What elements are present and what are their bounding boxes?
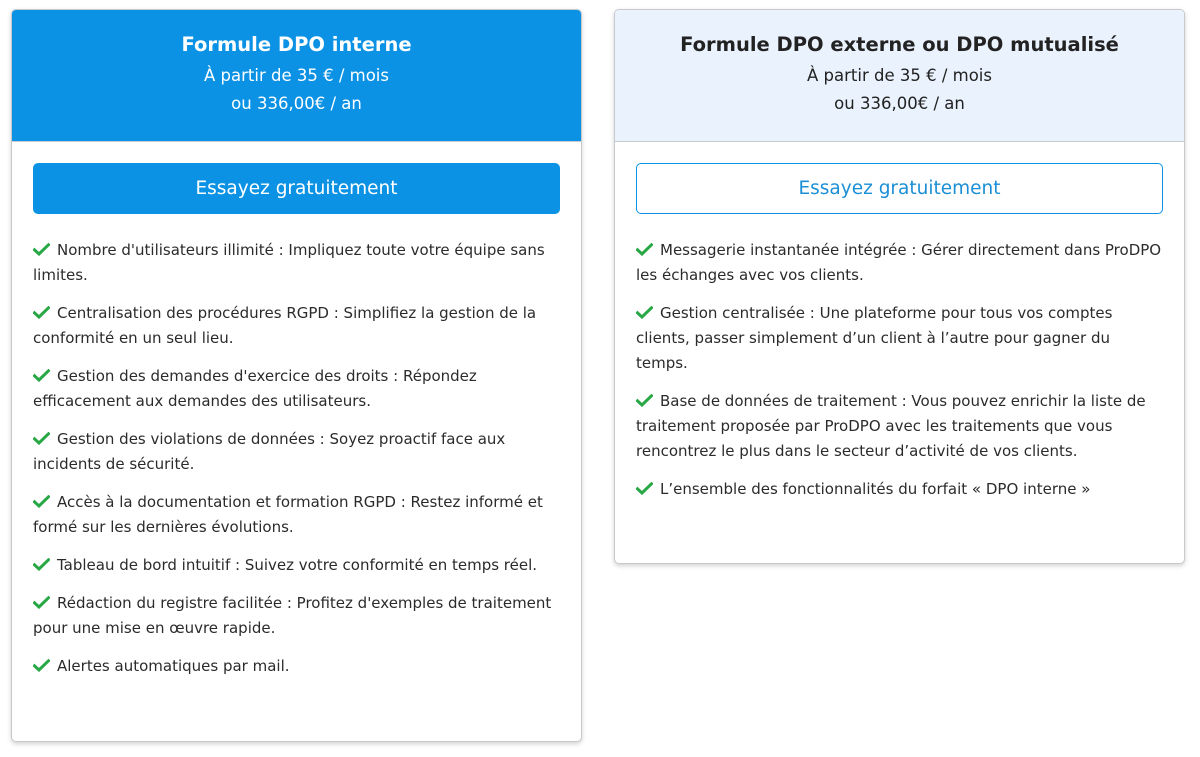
plan-card-internal — [11, 9, 582, 742]
feature-text: Centralisation des procédures RGPD : Simplifiez la gestion de la conformité en un seul lieu. — [33, 304, 537, 347]
feature-item — [636, 477, 1163, 502]
feature-text: Gestion des violations de données : Soyez proactif face aux incidents de sécurité. — [33, 430, 506, 473]
feature-item — [33, 553, 560, 578]
feature-list — [33, 238, 560, 679]
feature-item — [33, 427, 560, 477]
plan-header-internal — [12, 10, 581, 142]
check-icon — [33, 596, 51, 609]
feature-item — [33, 591, 560, 641]
check-icon — [636, 482, 654, 495]
feature-list — [636, 238, 1163, 502]
check-icon — [33, 369, 51, 382]
feature-item — [33, 490, 560, 540]
feature-item — [636, 238, 1163, 288]
feature-text: Rédaction du registre facilitée : Profitez d'exemples de traitement pour une mise en œuvre rapide. — [33, 594, 552, 637]
feature-text: Messagerie instantanée intégrée : Gérer directement dans ProDPO les échanges avec vos clients. — [636, 241, 1162, 284]
feature-text: L’ensemble des fonctionnalités du forfait « DPO interne » — [660, 480, 1091, 498]
plan-card-external — [614, 9, 1185, 564]
feature-item — [33, 654, 560, 679]
feature-item — [33, 238, 560, 288]
feature-text: Tableau de bord intuitif : Suivez votre conformité en temps réel. — [57, 556, 538, 574]
feature-text: Alertes automatiques par mail. — [57, 657, 290, 675]
plan-price-monthly: À partir de 35 € / mois — [807, 66, 992, 85]
check-icon — [33, 558, 51, 571]
check-icon — [33, 243, 51, 256]
feature-text: Gestion centralisée : Une plateforme pour tous vos comptes clients, passer simplement d’un client à l’autre pour gagner du temps. — [636, 304, 1113, 372]
check-icon — [33, 495, 51, 508]
plan-price-yearly: ou 336,00€ / an — [834, 94, 965, 113]
check-icon — [33, 659, 51, 672]
plan-header-external — [615, 10, 1184, 142]
feature-text: Accès à la documentation et formation RGPD : Restez informé et formé sur les dernières évolutions. — [33, 493, 543, 536]
feature-item — [33, 301, 560, 351]
plan-price-yearly: ou 336,00€ / an — [231, 94, 362, 113]
plan-price-monthly: À partir de 35 € / mois — [204, 66, 389, 85]
feature-item — [33, 364, 560, 414]
feature-text: Nombre d'utilisateurs illimité : Impliquez toute votre équipe sans limites. — [33, 241, 545, 284]
plan-title: Formule DPO externe ou DPO mutualisé — [680, 33, 1119, 56]
check-icon — [636, 394, 654, 407]
plan-body-internal — [12, 142, 581, 679]
plan-body-external — [615, 142, 1184, 502]
feature-item — [636, 389, 1163, 464]
feature-text: Base de données de traitement : Vous pouvez enrichir la liste de traitement proposée par ProDPO avec les traitements que vous rencontrez le plus dans le secteur d’activité de vos clients. — [636, 392, 1146, 460]
try-free-button[interactable]: Essayez gratuitement — [636, 163, 1163, 214]
check-icon — [636, 306, 654, 319]
check-icon — [636, 243, 654, 256]
feature-item — [636, 301, 1163, 376]
check-icon — [33, 306, 51, 319]
check-icon — [33, 432, 51, 445]
try-free-button[interactable]: Essayez gratuitement — [33, 163, 560, 214]
feature-text: Gestion des demandes d'exercice des droits : Répondez efficacement aux demandes des utilisateurs. — [33, 367, 477, 410]
plan-title: Formule DPO interne — [181, 33, 412, 56]
